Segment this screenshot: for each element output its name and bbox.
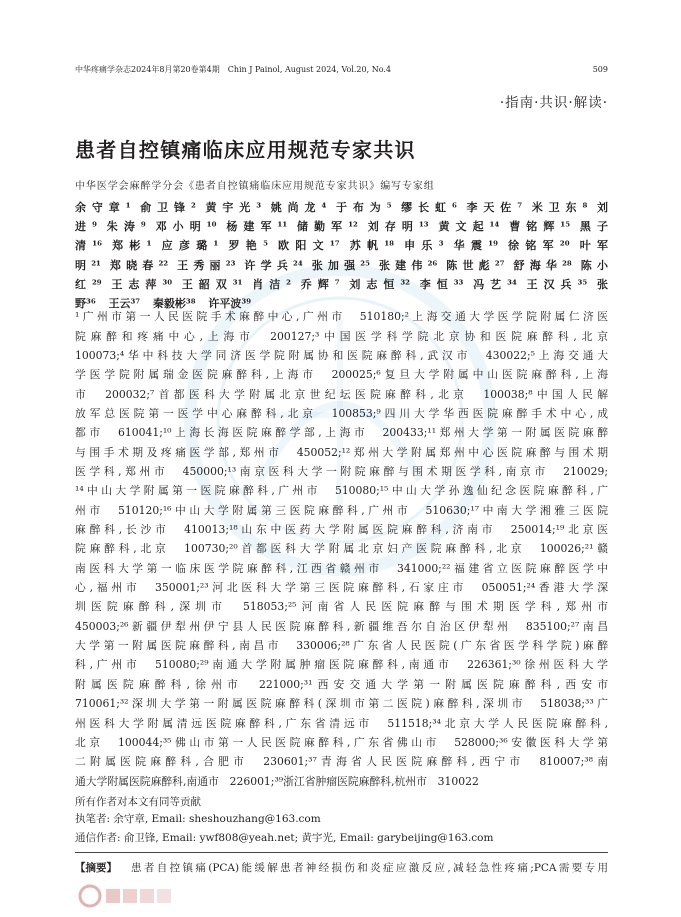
author-line: 野³⁶ 王云³⁷ 秦毅彬³⁸ 许平波³⁹ [75,297,252,311]
abstract-divider [75,852,608,853]
affiliation-line: 学医学院附属瑞金医院麻醉科,上海市 200025;⁶复旦大学附属中山医院麻醉科,上海 [75,368,608,382]
journal-citation: 中华疼痛学杂志2024年8月第20卷第4期 Chin J Painol, August 2024, Vol.20, No.4 [75,65,392,74]
affiliation-line: 与围手术期及疼痛医学部,郑州市 450052;¹²郑州大学附属郑州中心医院麻醉与围术期 [75,445,608,459]
abstract-label: 【摘要】 [75,862,117,874]
affiliation-list [75,307,608,791]
publisher-logo [78,879,178,913]
writer-note: 执笔者: 余守章, Email: sheshouzhang@163.com [75,813,321,825]
abstract-text: 患者自控镇痛(PCA)能缓解患者神经损伤和炎症应激反应,减轻急性疼痛;PCA需要专用 [131,862,608,874]
contribution-note: 所有作者对本文有同等贡献 [75,796,201,808]
affiliation-line: 南医科大学第一临床医学院麻醉科,江西省赣州市 341000;²²福建省立医院麻醉医学中 [75,561,608,575]
author-group: 中华医学会麻醉学分会《患者自控镇痛临床应用规范专家共识》编写专家组 [75,181,435,192]
author-line: 进⁹ 朱涛⁹ 邓小明¹⁰ 杨建军¹¹ 储勤军¹² 刘存明¹³ 黄文起¹⁴ 曹铭辉¹⁵ 黑子 [75,219,608,233]
affiliation-line: 都市 610041;¹⁰上海长海医院麻醉学部,上海市 200433;¹¹郑州大学第一附属医院麻醉 [75,426,608,440]
affiliation-line: 710061;³²深圳大学第一附属医院麻醉科(深圳市第二医院)麻醉科,深圳市 518038;³³广 [75,697,608,711]
affiliation-line: ¹⁴中山大学附属第一医院麻醉科,广州市 510080;¹⁵中山大学孙逸仙纪念医院麻醉科,广 [75,484,608,498]
author-list [75,198,608,314]
corresponding-author-note: 通信作者: 俞卫锋, Email: ywf808@yeah.net; 黄宇光, Email: garybeijing@163.com [75,832,494,844]
affiliation-line: 附属医院麻醉科,徐州市 221000;³¹西安交通大学第一附属医院麻醉科,西安市 [75,677,608,691]
article-title: 患者自控镇痛临床应用规范专家共识 [75,138,416,162]
affiliation-line: 二附属医院麻醉科,合肥市 230601;³⁷青海省人民医院麻醉科,西宁市 810007;³⁸南 [75,755,608,769]
affiliation-line: 医学科,郑州市 450000;¹³南京医科大学一附院麻醉与围术期医学科,南京市 210029; [75,465,608,479]
affiliation-line: 通大学附属医院麻醉科,南通市 226001;³⁹浙江省肿瘤医院麻醉科,杭州市 310022 [75,774,479,788]
affiliation-line: 大学第一附属医院麻醉科,南昌市 330006;²⁸广东省人民医院(广东省医学科学院)麻醉 [75,639,608,653]
affiliation-line: 科,广州市 510080;²⁹南通大学附属肿瘤医院麻醉科,南通市 226361;³⁰徐州医科大学 [75,658,608,672]
affiliation-line: 放军总医院第一医学中心麻醉科,北京 100853;⁹四川大学华西医院麻醉手术中心,成 [75,407,608,421]
affiliation-line: 市 200032;⁷首都医科大学附属北京世纪坛医院麻醉科,北京 100038;⁸中国人民解 [75,387,608,401]
column-label: ·指南·共识·解读· [499,95,608,111]
affiliation-line: 麻醉科,长沙市 410013;¹⁸山东中医药大学附属医院麻醉科,济南市 250014;¹⁹北京医 [75,523,608,537]
affiliation-line: 450003;²⁶新疆伊犁州伊宁县人民医院麻醉科,新疆维吾尔自治区伊犁州 835100;²⁷南昌 [75,619,608,633]
affiliation-line: 州市 510120;¹⁶中山大学附属第三医院麻醉科,广州市 510630;¹⁷中南大学湘雅三医院 [75,503,608,517]
affiliation-line: 州医科大学附属清远医院麻醉科,广东省清远市 511518;³⁴北京大学人民医院麻醉科, [75,716,608,730]
affiliation-line: 院麻醉和疼痛中心,上海市 200127;³中国医学科学院北京协和医院麻醉科,北京 [75,329,608,343]
affiliation-line: 心,福州市 350001;²³河北医科大学第三医院麻醉科,石家庄市 050051;²⁴香港大学深 [75,581,608,595]
author-line: 余守章¹ 俞卫锋² 黄宇光³ 姚尚龙⁴ 于布为⁵ 缪长虹⁶ 李天佐⁷ 米卫东⁸ 刘 [75,200,608,214]
affiliation-line: 100073;⁴华中科技大学同济医学院附属协和医院麻醉科,武汉市 430022;⁵上海交通大 [75,348,608,362]
author-line: 红²⁹ 王志萍³⁰ 王韶双³¹ 肖洁² 乔辉⁷ 刘志恒³² 李恒³³ 冯艺³⁴ 王汉兵³⁵ 张 [75,277,608,291]
running-head [75,64,608,76]
affiliation-line: 圳医院麻醉科,深圳市 518053;²⁵河南省人民医院麻醉与围术期医学科,郑州市 [75,600,608,614]
page-number: 509 [592,65,608,74]
abstract [75,860,608,877]
affiliation-line: ¹广州市第一人民医院手术麻醉中心,广州市 510180;²上海交通大学医学院附属仁济医 [75,310,608,324]
author-line: 明²¹ 郑晓春²² 王秀丽²³ 许学兵²⁴ 张加强²⁵ 张建伟²⁶ 陈世彪²⁷ 舒海华²⁸ 陈小 [75,258,608,272]
affiliation-line: 北京 100044;³⁵佛山市第一人民医院麻醉科,广东省佛山市 528000;³⁶安徽医科大学第 [75,735,608,749]
affiliation-line: 院麻醉科,北京 100730;²⁰首都医科大学附属北京妇产医院麻醉科,北京 100026;²¹赣 [75,542,608,556]
author-line: 清¹⁶ 郑彬¹ 应彦璐¹ 罗艳⁵ 欧阳文¹⁷ 苏帆¹⁸ 申乐³ 华震¹⁹ 徐铭军²⁰ 叶军 [75,239,608,253]
